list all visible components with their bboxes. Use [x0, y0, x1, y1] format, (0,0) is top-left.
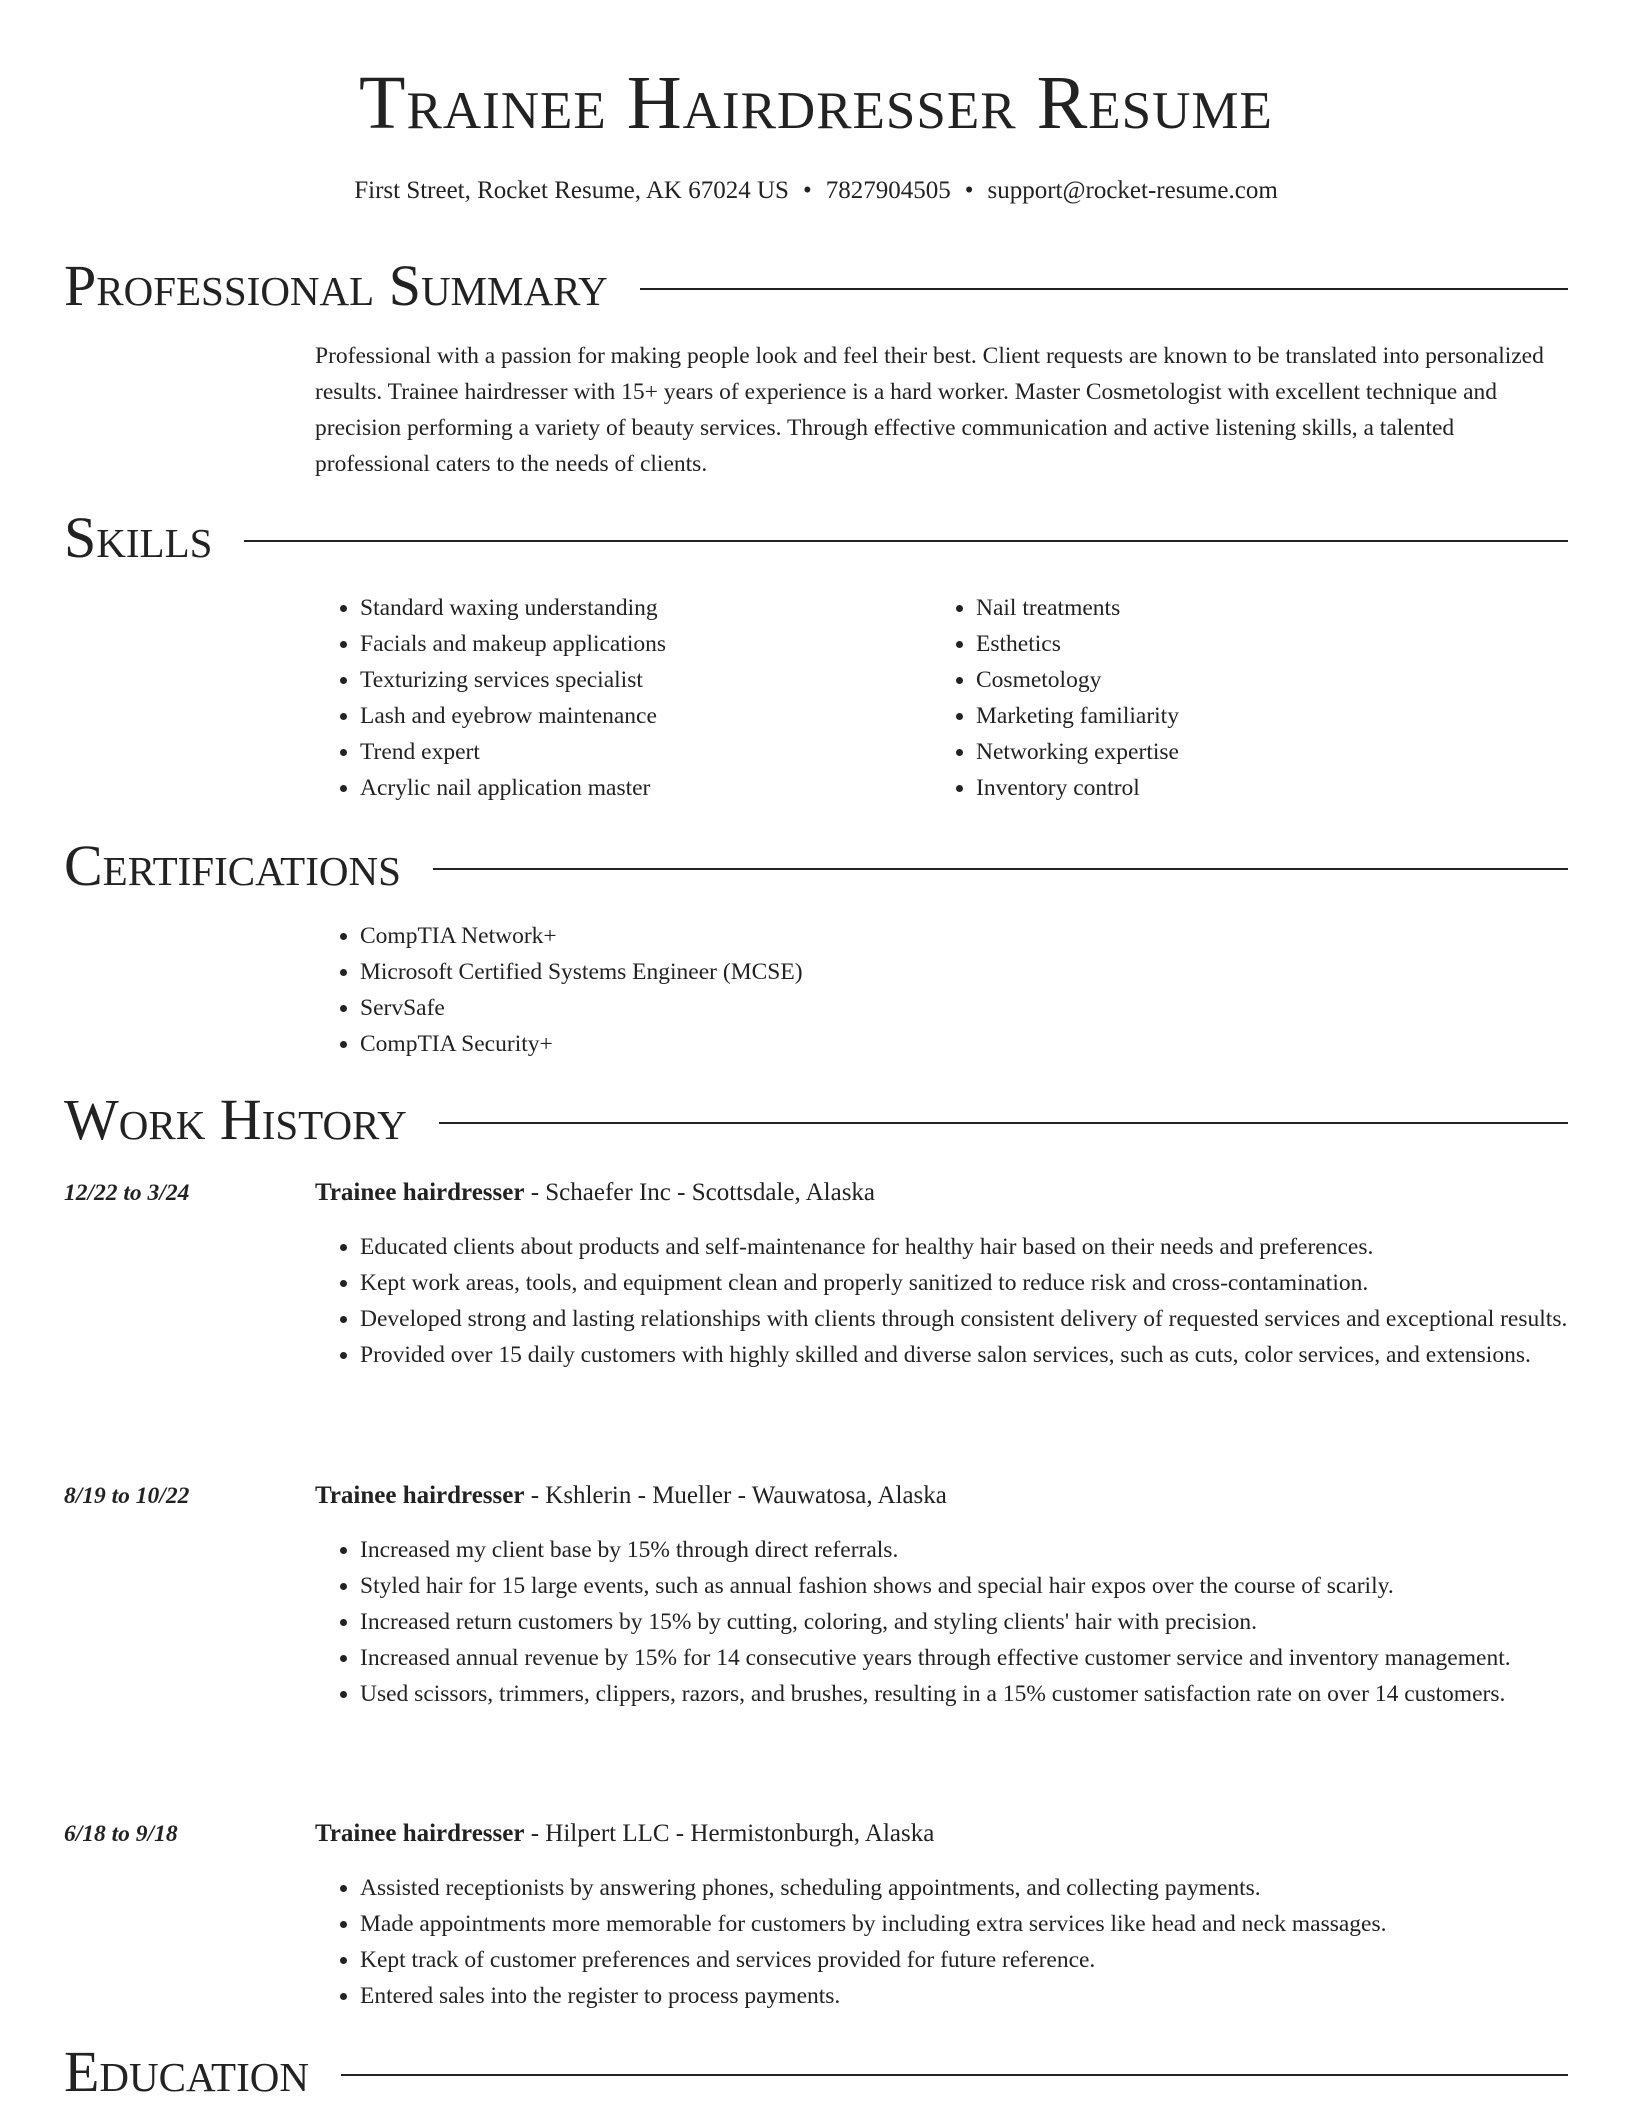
job-employer: - Kshlerin - Mueller - Wauwatosa, Alaska — [530, 1482, 947, 1509]
section-divider — [244, 540, 1568, 542]
job-title: Trainee hairdresser — [315, 1179, 525, 1206]
job-duty-item: • Increased my client base by 15% through direct referrals. — [360, 1532, 1568, 1568]
section-title-education: Education — [64, 2039, 309, 2104]
skill-item: • Marketing familiarity — [976, 698, 1531, 734]
skill-item: • Trend expert — [360, 734, 915, 770]
section-heading-work-history — [64, 1088, 1568, 1152]
skills-list-right — [931, 590, 1531, 806]
skills-list-left — [315, 590, 915, 806]
contact-separator: • — [964, 177, 974, 204]
skill-item: • Esthetics — [976, 626, 1531, 662]
resume-title: Trainee Hairdresser Resume — [359, 61, 1273, 145]
job-duties-list — [315, 1532, 1568, 1712]
job-header — [315, 1816, 934, 1852]
job-title: Trainee hairdresser — [315, 1820, 525, 1847]
skills-column-left — [315, 590, 915, 806]
certifications-block — [315, 918, 1565, 1062]
job-dates: 12/22 to 3/24 — [64, 1180, 190, 1206]
job-duty-item: • Entered sales into the register to process payments. — [360, 1978, 1568, 2014]
skill-item: • Standard waxing understanding — [360, 590, 915, 626]
job-duties-list — [315, 1870, 1568, 2014]
job-duty-item: • Kept work areas, tools, and equipment clean and properly sanitized to reduce risk and cross-contamination. — [360, 1265, 1568, 1301]
job-dates: 6/18 to 9/18 — [64, 1821, 178, 1847]
job-duties — [315, 1870, 1568, 2014]
section-title-certifications: Certifications — [64, 833, 401, 898]
section-title-summary: Professional Summary — [64, 253, 608, 318]
skills-column-right — [931, 590, 1531, 806]
skill-item: • Networking expertise — [976, 734, 1531, 770]
section-heading-summary — [64, 254, 1568, 318]
certification-item: • Microsoft Certified Systems Engineer (MCSE) — [360, 954, 1565, 990]
skill-item: • Lash and eyebrow maintenance — [360, 698, 915, 734]
contact-address: First Street, Rocket Resume, AK 67024 US — [354, 177, 789, 204]
job-duty-item: • Styled hair for 15 large events, such as annual fashion shows and special hair expos over the course of scarily. — [360, 1568, 1568, 1604]
section-divider — [433, 868, 1568, 870]
job-employer: - Schaefer Inc - Scottsdale, Alaska — [530, 1179, 876, 1206]
skill-item: • Facials and makeup applications — [360, 626, 915, 662]
contact-phone: 7827904505 — [825, 177, 951, 204]
section-title-work-history: Work History — [64, 1087, 407, 1152]
certification-item: • CompTIA Network+ — [360, 918, 1565, 954]
summary-text: Professional with a passion for making people look and feel their best. Client requests are known to be translated into personalized results. Trainee hairdresser with 15+ years of experience is a hard worker. Master Cosmetologist with excellent technique and precision performing a variety of beauty services. Through effective communication and active listening skills, a talented professional caters to the needs of clients. — [315, 343, 1544, 477]
section-heading-skills — [64, 506, 1568, 570]
job-header — [315, 1175, 875, 1211]
section-heading-education — [64, 2040, 1568, 2104]
job-duty-item: • Increased annual revenue by 15% for 14 consecutive years through effective customer service and inventory management. — [360, 1640, 1568, 1676]
job-duties — [315, 1532, 1568, 1712]
section-heading-certifications — [64, 834, 1568, 898]
job-title: Trainee hairdresser — [315, 1482, 525, 1509]
job-header — [315, 1478, 947, 1514]
job-duty-item: • Developed strong and lasting relationships with clients through consistent delivery of requested services and exceptional results. — [360, 1301, 1568, 1337]
section-divider — [439, 1122, 1568, 1124]
contact-email: support@rocket-resume.com — [987, 177, 1278, 204]
skill-item: • Cosmetology — [976, 662, 1531, 698]
job-duties — [315, 1229, 1568, 1373]
certifications-list — [315, 918, 1565, 1062]
job-duty-item: • Kept track of customer preferences and services provided for future reference. — [360, 1942, 1568, 1978]
job-duty-item: • Provided over 15 daily customers with highly skilled and diverse salon services, such as cuts, color services, and extensions. — [360, 1337, 1568, 1373]
section-divider — [341, 2074, 1568, 2076]
skill-item: • Nail treatments — [976, 590, 1531, 626]
job-duty-item: • Made appointments more memorable for customers by including extra services like head and neck massages. — [360, 1906, 1568, 1942]
job-employer: - Hilpert LLC - Hermistonburgh, Alaska — [530, 1820, 935, 1847]
section-title-skills: Skills — [64, 505, 213, 570]
job-duty-item: • Assisted receptionists by answering phones, scheduling appointments, and collecting payments. — [360, 1870, 1568, 1906]
certification-item: • CompTIA Security+ — [360, 1026, 1565, 1062]
contact-separator: • — [802, 177, 812, 204]
skill-item: • Inventory control — [976, 770, 1531, 806]
skill-item: • Acrylic nail application master — [360, 770, 915, 806]
section-divider — [640, 288, 1568, 290]
job-duty-item: • Increased return customers by 15% by cutting, coloring, and styling clients' hair with precision. — [360, 1604, 1568, 1640]
job-duty-item: • Used scissors, trimmers, clippers, razors, and brushes, resulting in a 15% customer satisfaction rate on over 14 customers. — [360, 1676, 1568, 1712]
skill-item: • Texturizing services specialist — [360, 662, 915, 698]
contact-line — [0, 174, 1632, 208]
job-duty-item: • Educated clients about products and self-maintenance for healthy hair based on their needs and preferences. — [360, 1229, 1568, 1265]
job-duties-list — [315, 1229, 1568, 1373]
certification-item: • ServSafe — [360, 990, 1565, 1026]
job-dates: 8/19 to 10/22 — [64, 1483, 190, 1509]
